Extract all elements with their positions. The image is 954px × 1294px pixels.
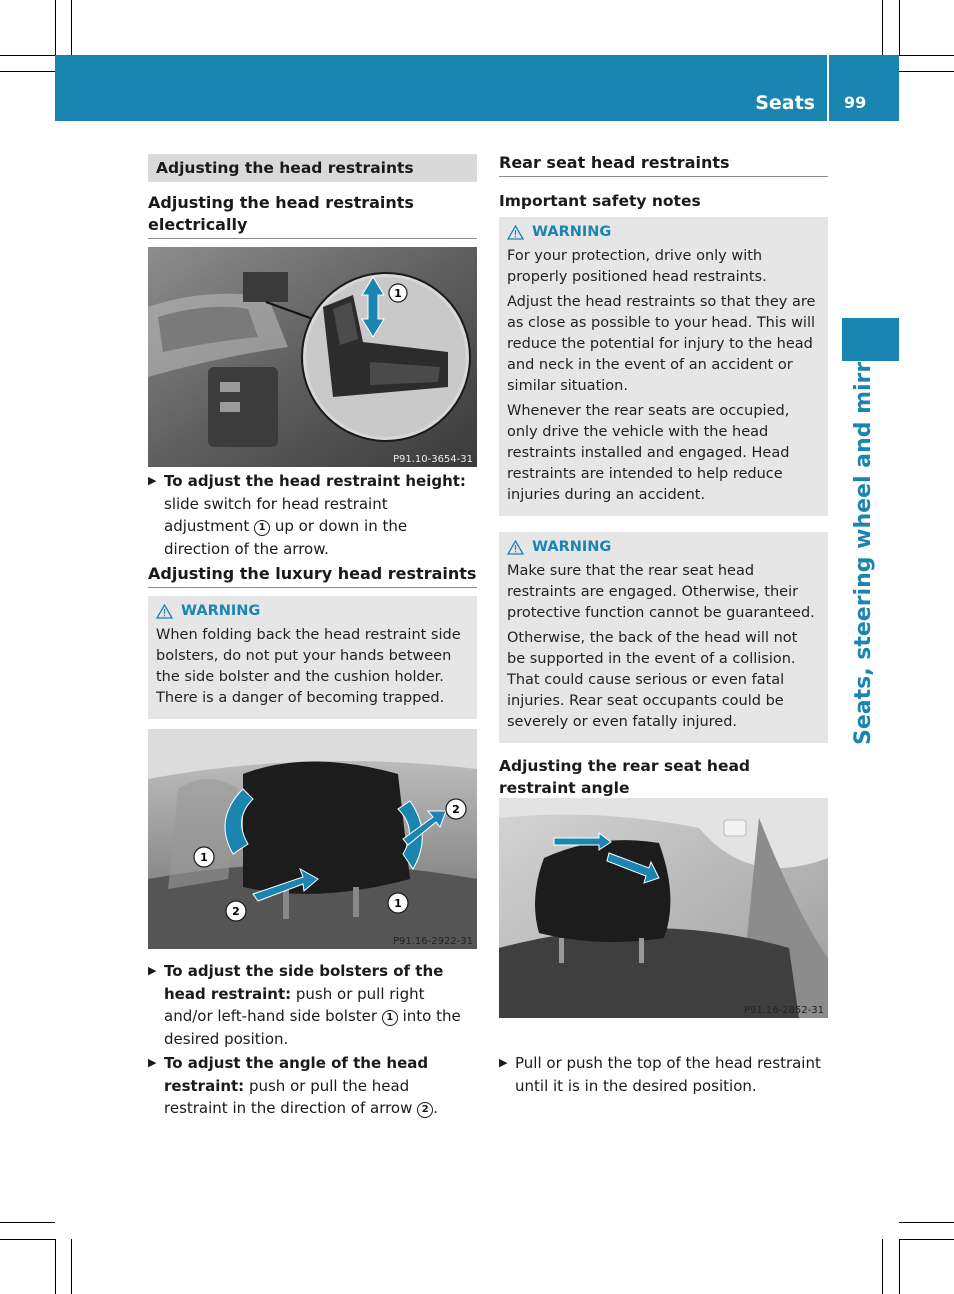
step-text: . <box>433 1099 438 1117</box>
section-title-rear: Rear seat head restraints <box>499 152 828 177</box>
step-text: push or pull right and/or left-hand side bolster <box>164 984 425 1025</box>
warning-title: WARNING <box>532 539 612 555</box>
figure-seat-switch <box>148 247 477 467</box>
callout-ref: 1 <box>254 520 270 536</box>
figure-id: P91.16-2922-31 <box>392 936 473 947</box>
subheading-luxury: Adjusting the luxury head restraints <box>148 563 477 588</box>
right-column <box>499 152 828 799</box>
figure-luxury-head-restraint <box>148 729 477 949</box>
step-arrow-icon: ▶ <box>148 1056 157 1069</box>
crop-mark <box>0 1239 55 1240</box>
left-column <box>148 154 477 239</box>
chapter-title-vertical: Seats, steering wheel and mirrors <box>851 322 876 745</box>
subheading-safety: Important safety notes <box>499 192 701 210</box>
crop-mark <box>71 0 72 55</box>
callout-1: 1 <box>200 851 208 864</box>
step-arrow-icon: ▶ <box>148 474 157 487</box>
warning-text: Make sure that the rear seat head restraints are engaged. Otherwise, their protective function cannot be guaranteed. <box>507 563 815 621</box>
callout-2: 2 <box>232 905 240 918</box>
callout-1: 1 <box>394 287 402 300</box>
warning-header <box>507 222 820 243</box>
subheading-angle: Adjusting the rear seat head restraint angle <box>499 757 751 797</box>
figure-id: P91.16-2852-31 <box>743 1005 824 1016</box>
warning-text: Otherwise, the back of the head will not be supported in the event of a collision. That could cause serious or even fatal injuries. Rear seat occupants could be severely or even fatally injured. <box>507 630 798 730</box>
crop-mark <box>0 71 55 72</box>
warning-box <box>499 217 828 516</box>
warning-triangle-icon <box>507 540 524 555</box>
step-bold: To adjust the side bolsters of the head restraint: <box>164 962 444 1003</box>
crop-mark <box>55 1239 56 1294</box>
crop-mark <box>71 1239 72 1294</box>
warning-text: For your protection, drive only with properly positioned head restraints. <box>507 248 767 285</box>
step-angle <box>148 1052 477 1120</box>
step-arrow-icon: ▶ <box>148 964 157 977</box>
right-column-step <box>499 1052 828 1097</box>
figure-id: P91.10-3654-31 <box>392 454 473 465</box>
callout-1: 1 <box>394 897 402 910</box>
step-side-bolsters <box>148 960 477 1050</box>
warning-triangle-icon <box>507 225 524 240</box>
step-text: Pull or push the top of the head restraint until it is in the desired position. <box>515 1054 821 1095</box>
crop-mark <box>899 1239 900 1294</box>
warning-title: WARNING <box>181 603 261 619</box>
warning-text: When folding back the head restraint side bolsters, do not put your hands between the side bolster and the cushion holder. There is a danger of becoming trapped. <box>156 627 461 706</box>
step-text: into the desired position. <box>164 1007 461 1048</box>
step-bold: To adjust the head restraint height: <box>164 472 466 490</box>
callout-ref: 2 <box>417 1102 433 1118</box>
step-arrow-icon: ▶ <box>499 1056 508 1069</box>
warning-box <box>148 596 477 719</box>
left-column-step-height <box>148 470 477 560</box>
header-section-title: Seats <box>755 92 815 114</box>
callout-2: 2 <box>452 803 460 816</box>
header-divider <box>827 55 829 121</box>
page-header <box>55 55 899 121</box>
subheading-electric: Adjusting the head restraints electrically <box>148 192 477 239</box>
crop-mark <box>0 55 55 56</box>
section-title: Adjusting the head restraints <box>148 154 477 182</box>
callout-ref: 1 <box>382 1010 398 1026</box>
step-text: up or down in the direction of the arrow. <box>164 517 408 558</box>
crop-mark <box>899 1239 954 1240</box>
page-number: 99 <box>844 93 867 112</box>
warning-triangle-icon <box>156 604 173 619</box>
figure-rear-head-restraint <box>499 798 828 1018</box>
warning-title: WARNING <box>532 224 612 240</box>
crop-mark <box>899 0 900 55</box>
crop-mark <box>0 1222 55 1223</box>
warning-text: Whenever the rear seats are occupied, only drive the vehicle with the head restraints installed and engaged. Head restraints are intended to help reduce injuries during an accident. <box>507 403 790 503</box>
step-text: push or pull the head restraint in the direction of arrow <box>164 1076 413 1117</box>
step-bold: To adjust the angle of the head restraint: <box>164 1054 429 1095</box>
left-column-steps <box>148 960 477 1120</box>
crop-mark <box>899 71 954 72</box>
warning-header <box>507 537 820 558</box>
step-rear-restraint <box>499 1052 828 1097</box>
crop-mark <box>882 0 883 55</box>
crop-mark <box>899 55 954 56</box>
step-text: slide switch for head restraint adjustment <box>164 494 388 535</box>
warning-box <box>499 532 828 743</box>
crop-mark <box>899 1222 954 1223</box>
step-adjust-height <box>148 470 477 560</box>
crop-mark <box>55 0 56 55</box>
crop-mark <box>882 1239 883 1294</box>
left-column-luxury <box>148 563 477 719</box>
warning-header <box>156 601 469 622</box>
warning-text: Adjust the head restraints so that they are as close as possible to your head. This will reduce the potential for injury to the head and neck in the event of an accident or similar situation. <box>507 294 816 394</box>
